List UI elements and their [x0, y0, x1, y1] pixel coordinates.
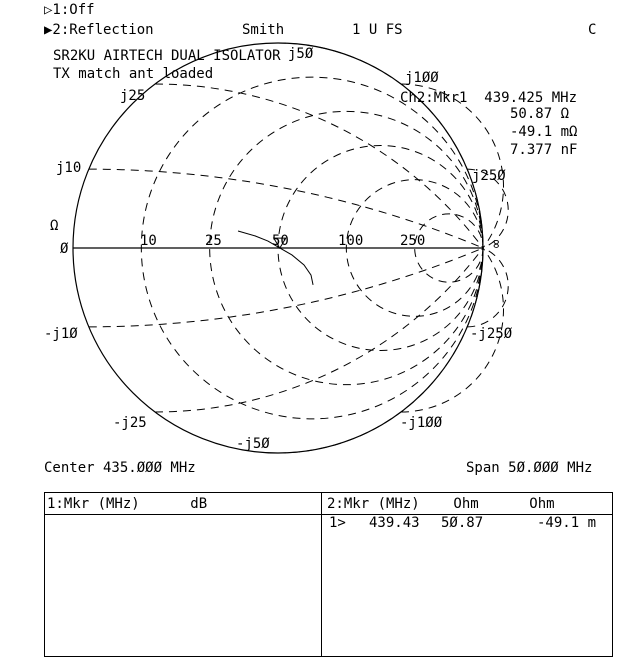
trace1-status[interactable]: ▷1:Off: [44, 2, 95, 18]
reactance-label-positive: j5Ø: [288, 46, 314, 62]
channel1-marker-header: 1:Mkr (MHz) dB: [47, 496, 208, 512]
marker-reactance: -49.1 mΩ: [510, 124, 578, 140]
marker-resistance: 50.87 Ω: [510, 106, 570, 122]
flag-label: C: [588, 22, 597, 38]
reactance-arc: [155, 84, 483, 248]
row-frequency: 439.43: [369, 515, 420, 531]
infinity-label: ∞: [488, 239, 504, 249]
marker-readout-header: Ch2:Mkr1 439.425 MHz: [400, 90, 578, 106]
format-label: Smith: [242, 22, 285, 38]
zero-label: Ø: [60, 241, 69, 257]
reactance-label-positive: j25: [120, 88, 146, 104]
marker-table: [44, 492, 613, 657]
resistance-label: 50: [272, 233, 289, 249]
resistance-label: 10: [140, 233, 157, 249]
row-marker: 1>: [329, 515, 346, 531]
reactance-label-negative: -j1ØØ: [400, 415, 443, 431]
reactance-label-negative: -j25Ø: [470, 326, 513, 342]
table-column-divider: [321, 493, 322, 656]
reactance-label-positive: j1ØØ: [405, 70, 439, 86]
channel2-marker-header: 2:Mkr (MHz) Ohm Ohm: [327, 496, 555, 512]
reactance-label-positive: j10: [56, 160, 82, 176]
row-resistance: 5Ø.87: [441, 515, 484, 531]
resistance-label: 100: [338, 233, 364, 249]
title-line2: TX match ant loaded: [53, 66, 214, 82]
resistance-label: 25: [205, 233, 222, 249]
reactance-arc: [401, 84, 503, 248]
ohm-unit-label: Ω: [50, 218, 59, 234]
reactance-label-negative: -j25: [113, 415, 147, 431]
resistance-label: 250: [400, 233, 426, 249]
scale-label: 1 U FS: [352, 22, 403, 38]
reactance-label-positive: j25Ø: [472, 168, 506, 184]
row-reactance: -49.1 m: [537, 515, 597, 531]
reactance-label-negative: -j1Ø: [44, 326, 78, 342]
center-frequency: Center 435.ØØØ MHz: [44, 460, 196, 476]
reactance-label-negative: -j5Ø: [236, 436, 270, 452]
span-frequency: Span 5Ø.ØØØ MHz: [466, 460, 593, 476]
marker-capacitance: 7.377 nF: [510, 142, 578, 158]
title-line1: SR2KU AIRTECH DUAL ISOLATOR: [53, 48, 281, 64]
trace2-status[interactable]: ▶2:Reflection: [44, 22, 154, 38]
